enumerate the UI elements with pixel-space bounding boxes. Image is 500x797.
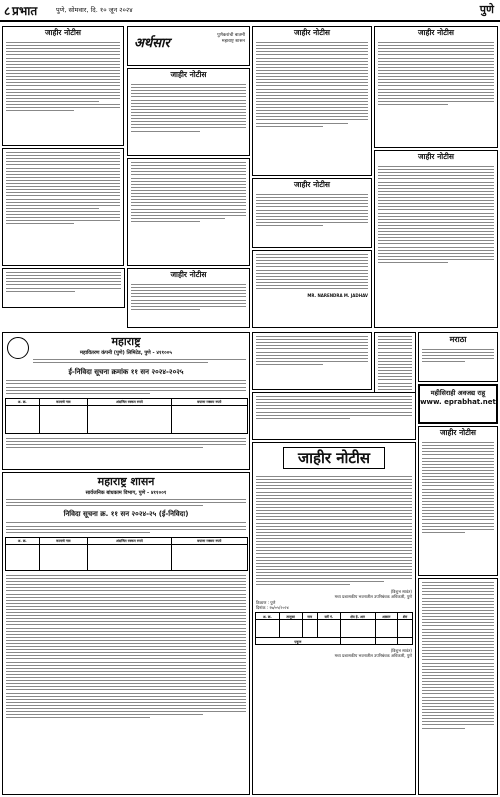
masthead (0, 0, 500, 22)
paper-name: प्रभात (12, 4, 38, 18)
notice-box-mid-2 (252, 178, 372, 248)
tender-1-subtitle: महावितरण कंपनी (पुणे) लिमिटेड, पुणे - ४११००५ (80, 350, 172, 356)
notice-body-lines (253, 333, 371, 368)
notice-box-right-3 (418, 426, 498, 576)
notice-body-lines (128, 281, 249, 313)
tender-2-body-lines (3, 519, 249, 535)
signatory-name: MR. NARENDRA M. JADHAV (307, 293, 368, 299)
tender-1-intro-lines (3, 377, 249, 397)
notice-box-arthsar-1 (127, 68, 250, 156)
notice-body-lines (253, 393, 415, 422)
table-col-3: सर्वे नं. (317, 613, 340, 620)
notice-box-mid-3 (252, 250, 372, 328)
table-header-work: कामाचे नाव (39, 537, 88, 544)
notice-heading: जाहीर नोटीस (170, 70, 207, 79)
city-name: पुणे (479, 3, 494, 16)
adhikari-notice-sign (253, 588, 415, 600)
table-header-sr: अ. क्र. (6, 537, 40, 544)
tender-notice-1 (2, 332, 250, 470)
date-line: पुणे, सोमवार, दि. १० जून २०२४ (56, 6, 133, 14)
notice-heading: जाहीर नोटीस (417, 152, 454, 161)
table-header-deposit: बयाणा रक्कम रुपये (171, 398, 247, 405)
notice-body-lines (419, 439, 497, 536)
tender-notice-2 (2, 472, 250, 795)
marathi-ad-lines (419, 346, 497, 366)
tender-2-subtitle: सार्वजनिक बांधकाम विभाग, पुणे - ४११००१ (85, 490, 167, 496)
adhikari-notice-sign-2 (253, 647, 415, 659)
table-header-amount: अंदाजित रक्कम रुपये (88, 537, 171, 544)
signatory-name: (विशुभ सावंत) (390, 648, 412, 654)
notice-box-left-3 (2, 268, 125, 308)
signatory-designation: मध्य प्रशासकीय भवनातील उपनिबंधक अधिकारी, पुणे (334, 653, 412, 659)
tender-1-body-lines (3, 356, 249, 366)
table-col-2: गाव (302, 613, 317, 620)
notice-body-lines (375, 39, 497, 108)
table-header-sr: अ. क्र. (6, 398, 40, 405)
notice-body-lines (253, 39, 371, 130)
notice-body-lines (3, 269, 124, 295)
table-header-amount: अंदाजित रक्कम रुपये (88, 398, 171, 405)
notice-body-lines (128, 81, 249, 135)
tender-2-title: महाराष्ट्र शासन (97, 475, 155, 488)
notice-body-lines (253, 191, 371, 229)
table-col-6: शेरा (397, 613, 412, 620)
arthsar-title: अर्थसार (134, 36, 170, 51)
table-header-deposit: बयाणा रक्कम रुपये (171, 537, 247, 544)
table-total-label: एकूण (256, 638, 341, 645)
table-col-0: अ. क्र. (256, 613, 280, 620)
arthsar-tagline-1: पुणेकरांची बातमी (217, 33, 245, 38)
tender-1-heading: ई-निविदा सूचना क्रमांक ११ सन २०२४-२०२५ (68, 368, 184, 377)
notice-body-lines (375, 333, 415, 396)
notice-box-right-2 (374, 150, 498, 328)
notice-box-mid-4 (252, 332, 372, 390)
notice-place: ठिकाण : पुणे (256, 600, 276, 606)
notice-body-lines (375, 163, 497, 266)
land-schedule-table (255, 612, 413, 645)
notice-box-arthsar-2 (127, 158, 250, 266)
website-link[interactable]: www. eprabhat.net (420, 398, 496, 406)
adhikari-notice (252, 442, 416, 795)
notice-box-left-2 (2, 148, 124, 266)
table-header-work: कामाचे नाव (39, 398, 88, 405)
notice-box-right-1 (374, 26, 498, 148)
notice-heading: जाहीर नोटीस (170, 270, 207, 279)
signatory-name: (विशुभ सावंत) (390, 589, 412, 595)
tender-2-intro-lines (3, 496, 249, 509)
marathi-ad-box (418, 332, 498, 382)
signatory-designation: मध्य प्रशासकीय भवनातील उपनिबंधक अधिकारी, पुणे (334, 594, 412, 600)
tender-1-title: महाराष्ट्र (111, 335, 141, 348)
notice-box-right-4 (418, 578, 498, 795)
tender-1-footer-lines (3, 435, 249, 451)
notice-heading: जाहीर नोटीस (293, 28, 330, 37)
adhikari-notice-body (253, 473, 415, 588)
notice-body-lines (419, 579, 497, 732)
table-col-1: तालुका (279, 613, 302, 620)
notice-box-arthsar-3 (127, 268, 250, 328)
website-ad-title: महीसिराही अवजद्य राहू (430, 389, 486, 397)
notice-box-mid-5 (252, 392, 416, 440)
tender-2-table (5, 537, 248, 571)
notice-box-mid-1 (252, 26, 372, 176)
notice-heading: जाहीर नोटीस (44, 28, 81, 37)
notice-body-lines (3, 149, 123, 227)
website-ad-box (418, 384, 498, 424)
government-emblem-icon (7, 337, 29, 359)
notice-heading: जाहीर नोटीस (417, 28, 454, 37)
notice-heading: जाहीर नोटीस (439, 428, 476, 437)
notice-heading: जाहीर नोटीस (293, 180, 330, 189)
arthsar-banner (127, 26, 250, 66)
tender-2-heading: निविदा सूचना क्र. ११ सन २०२४-२५ (ई-निविदा) (63, 510, 189, 519)
table-col-4: क्षेत्र हे. आर (340, 613, 375, 620)
tender-2-schedule-lines (3, 572, 249, 722)
notice-date: दिनांक : २७/०५/२०२४ (256, 605, 289, 611)
tender-1-table (5, 398, 248, 434)
notice-box-left-1 (2, 26, 124, 146)
notice-body-lines (253, 251, 371, 292)
marathi-ad-title: मराठा (449, 335, 467, 344)
arthsar-tagline-2: महाराष्ट्र शासन (221, 39, 245, 44)
adhikari-notice-heading: जाहीर नोटीस (283, 447, 385, 469)
notice-body-lines (128, 159, 249, 225)
table-col-5: आकार (375, 613, 397, 620)
page-number: ८ (4, 4, 11, 18)
notice-body-lines (3, 39, 123, 114)
